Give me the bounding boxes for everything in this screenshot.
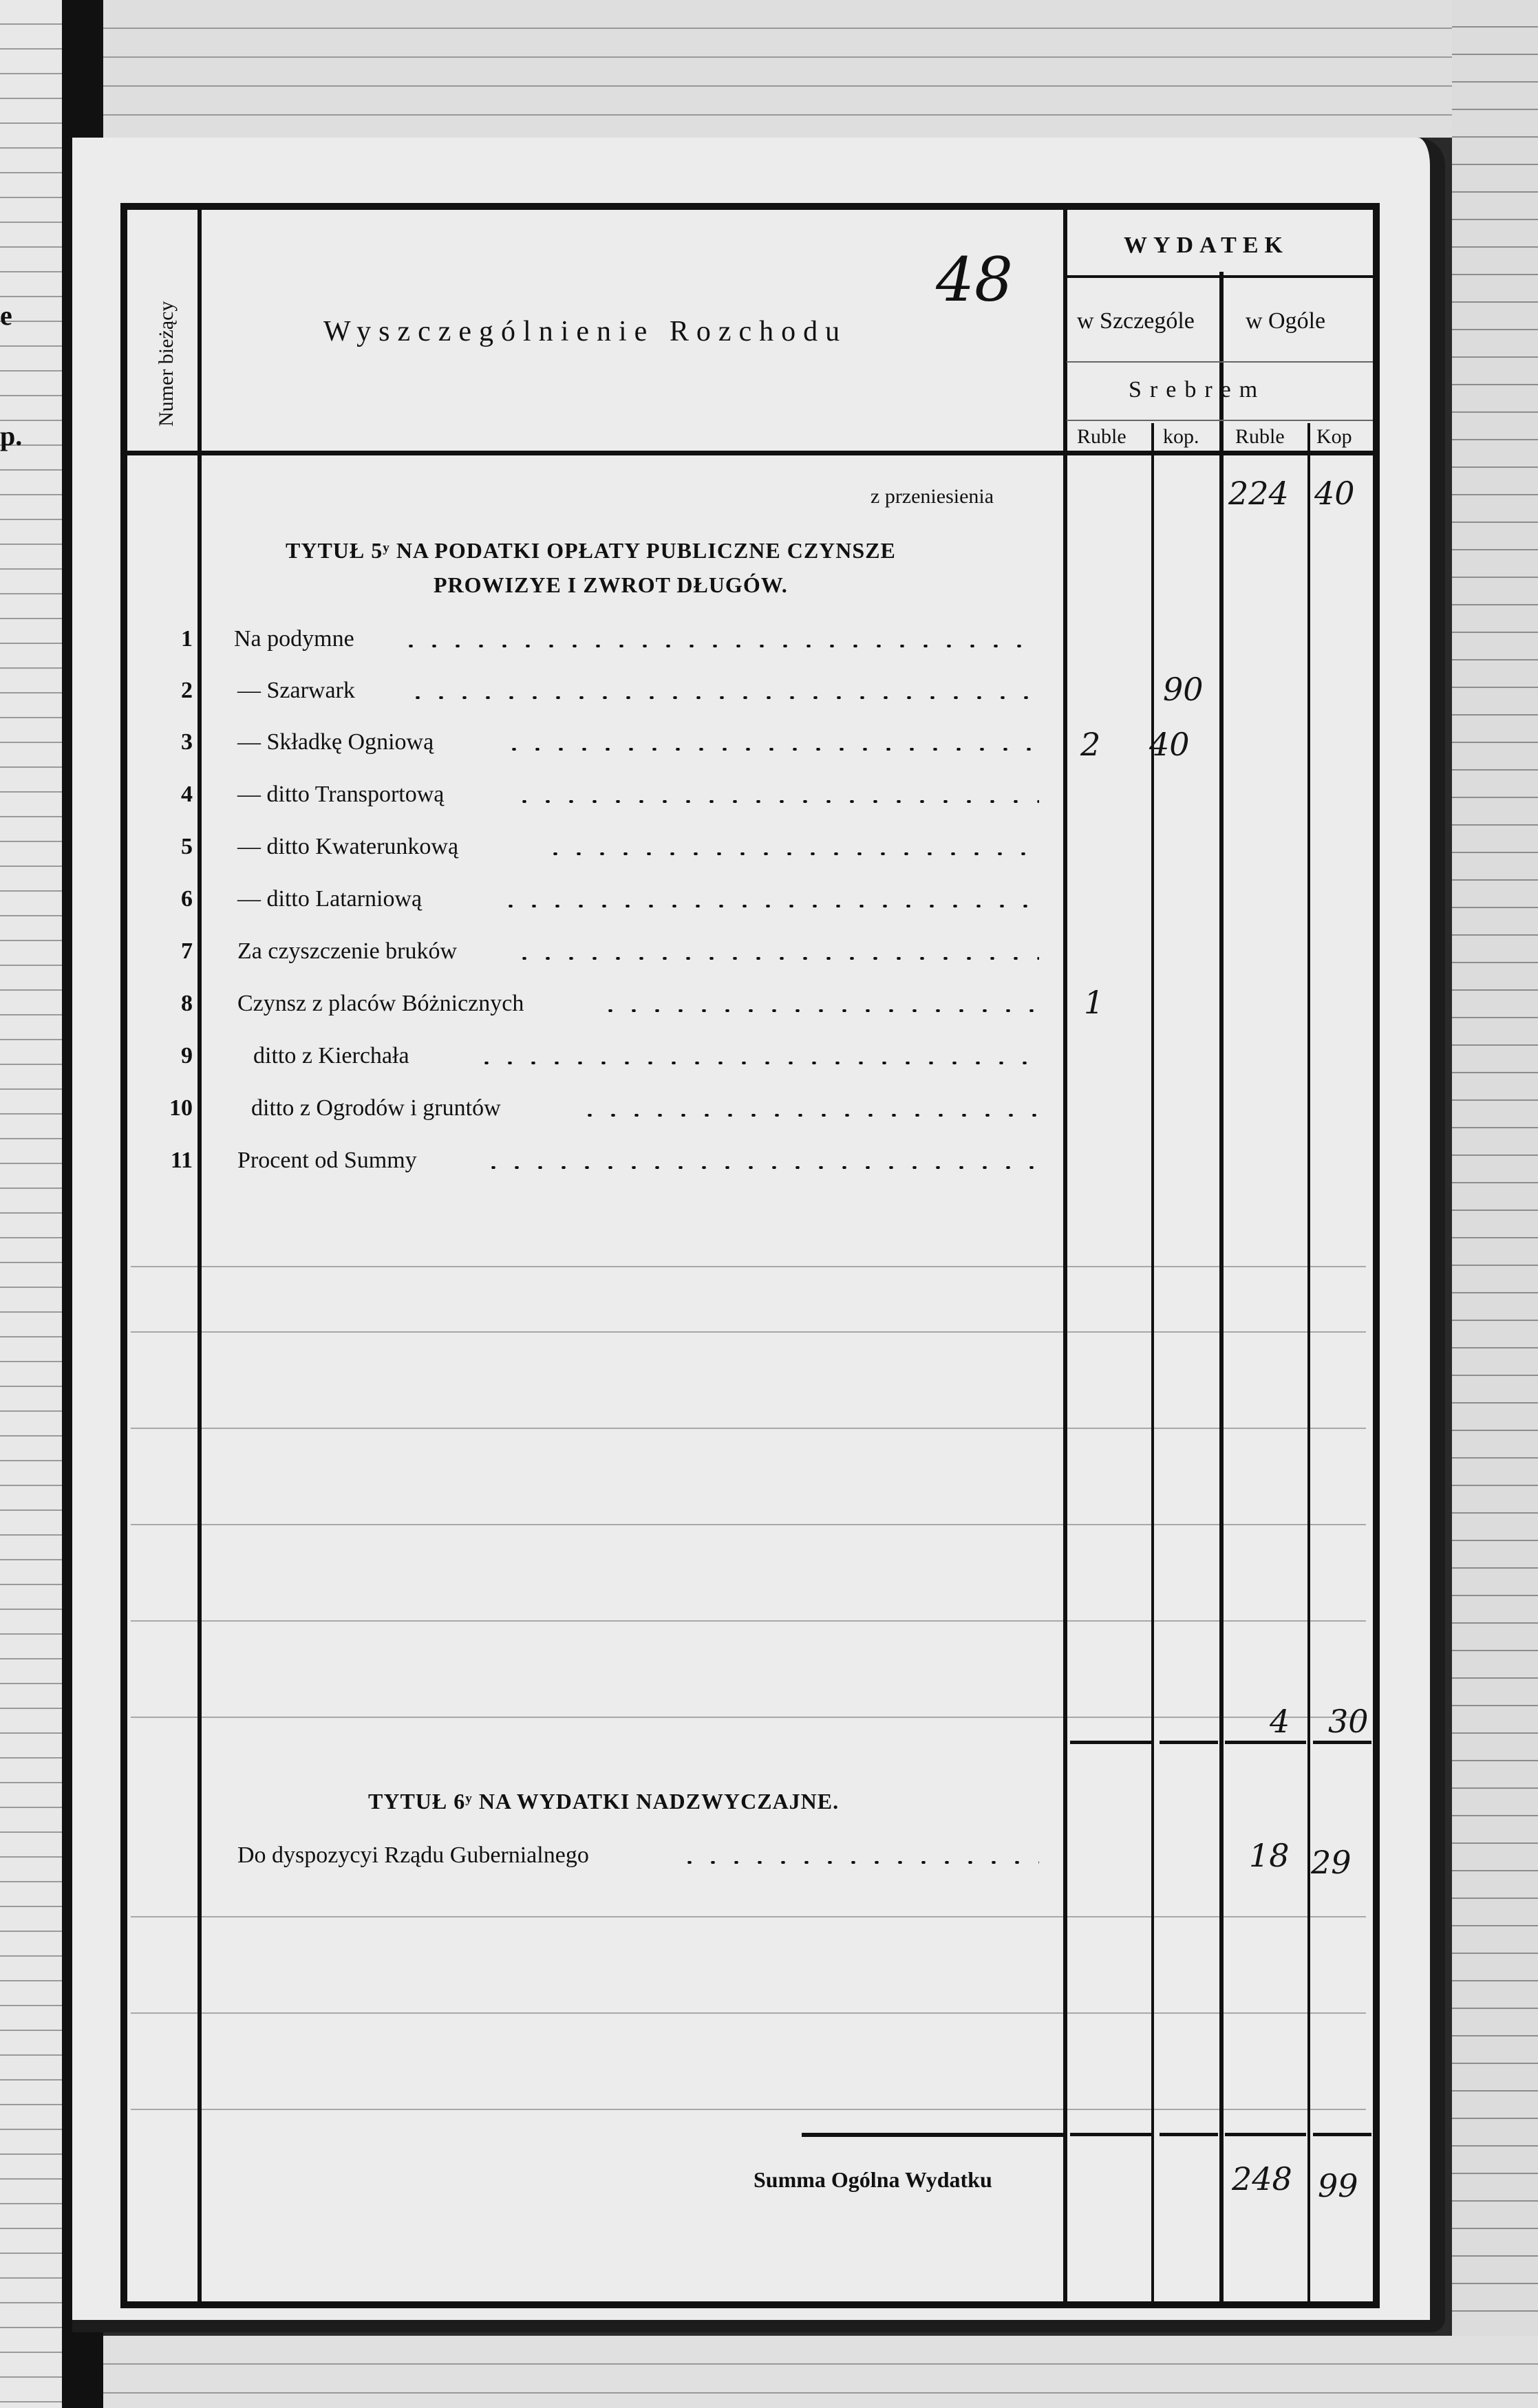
dotted-leader [399,645,1039,647]
subtotal-ruble-value: 4 [1270,1703,1290,1740]
subtotal-rule [1225,1741,1306,1744]
row-number: 6 [181,886,193,912]
dotted-leader [599,1009,1039,1012]
rule-number-column [197,206,202,2305]
ruble-header: Ruble [1235,425,1285,448]
scan-background-bottom [103,2336,1538,2408]
row-number: 5 [181,834,193,859]
w-szczegole-header: w Szczególe [1077,308,1195,334]
extraordinary-ruble-value: 18 [1249,1837,1290,1874]
row-number: 3 [181,729,193,755]
rule-description-column [1063,206,1067,2305]
row-label: Procent od Summy [237,1148,417,1173]
rule-header-bottom [127,451,1373,455]
page-number: 48 [936,244,1013,315]
row-label: — Szarwark [237,678,355,703]
row-number: 10 [169,1095,193,1121]
dotted-leader [499,905,1039,907]
row-label: — ditto Kwaterunkową [237,834,459,859]
previous-page-fragment: p. [0,420,23,451]
w-ogole-header: w Ogóle [1246,308,1326,334]
grand-total-ruble-value: 248 [1232,2160,1292,2197]
row-label: Za czyszczenie bruków [237,938,458,964]
dotted-leader [678,1861,1039,1864]
dotted-leader [482,1166,1039,1169]
total-rule [1225,2133,1306,2136]
row-label: ditto z Ogrodów i gruntów [251,1095,501,1121]
dotted-leader [578,1114,1039,1117]
dotted-leader [513,957,1039,960]
rule-szczegol-ogol [1219,272,1224,2305]
row-label: Do dyspozycyi Rządu Gubernialnego [237,1842,589,1868]
rule-above-units [1067,420,1373,421]
rule-above-srebrem [1067,361,1373,363]
szczegol-ruble-value: 2 [1080,726,1101,763]
total-rule [1070,2133,1153,2136]
previous-page-fragment: e [0,300,12,331]
row-number: 8 [181,991,193,1016]
szczegol-kop-value: 90 [1163,671,1204,708]
total-rule [802,2133,1063,2137]
row-label: — ditto Transportową [237,782,445,807]
kop-header: kop. [1163,425,1199,448]
subtotal-kop-value: 30 [1328,1703,1369,1740]
dotted-leader [513,800,1039,803]
wydatek-header: WYDATEK [1124,233,1289,258]
carried-forward-label: z przeniesienia [871,485,994,508]
total-rule [1160,2133,1218,2136]
number-column-header: Numer bieżący [155,301,178,427]
row-label: Czynsz z placów Bóżnicznych [237,991,524,1016]
rule-under-wydatek [1067,275,1373,278]
dotted-leader [475,1062,1039,1064]
carried-ruble-value: 224 [1228,475,1289,512]
row-number: 7 [181,938,193,964]
description-header: Wyszczególnienie Rozchodu [323,316,848,347]
dotted-leader [502,748,1039,751]
carried-kop-value: 40 [1314,475,1355,512]
grand-total-label: Summa Ogólna Wydatku [754,2167,992,2192]
dotted-leader [544,852,1039,855]
subtotal-rule [1313,1741,1371,1744]
ruble-header: Ruble [1077,425,1126,448]
dotted-leader [406,696,1039,699]
scan-background-top [103,0,1538,138]
row-label: — ditto Latarniową [237,886,423,912]
rule-szczegol-ruble [1151,423,1154,2305]
kop-header: Kop [1316,425,1352,448]
row-number: 9 [181,1043,193,1068]
row-number: 1 [181,626,193,652]
grand-total-kop-value: 99 [1318,2167,1358,2204]
row-number: 2 [181,678,193,703]
szczegol-ruble-value: 1 [1084,984,1104,1021]
subtotal-rule [1070,1741,1153,1744]
section-title-5: TYTUŁ 5ʸ NA PODATKI OPŁATY PUBLICZNE CZYNSZE [286,538,896,563]
row-label: ditto z Kierchała [253,1043,409,1068]
row-number: 11 [170,1148,193,1173]
scan-background-right [1452,0,1538,2408]
total-rule [1313,2133,1371,2136]
szczegol-kop-value: 40 [1149,726,1190,763]
table-frame [120,203,1380,2308]
srebrem-header: Srebrem [1129,377,1266,402]
extraordinary-kop-value: 29 [1311,1844,1352,1881]
row-label: Na podymne [234,626,354,652]
section-title-5-cont: PROWIZYE I ZWROT DŁUGÓW. [434,572,788,597]
row-label: — Składkę Ogniową [237,729,434,755]
section-title-6: TYTUŁ 6ʸ NA WYDATKI NADZWYCZAJNE. [368,1789,840,1814]
rule-ogol-ruble [1307,423,1310,2305]
row-number: 4 [181,782,193,807]
subtotal-rule [1160,1741,1218,1744]
